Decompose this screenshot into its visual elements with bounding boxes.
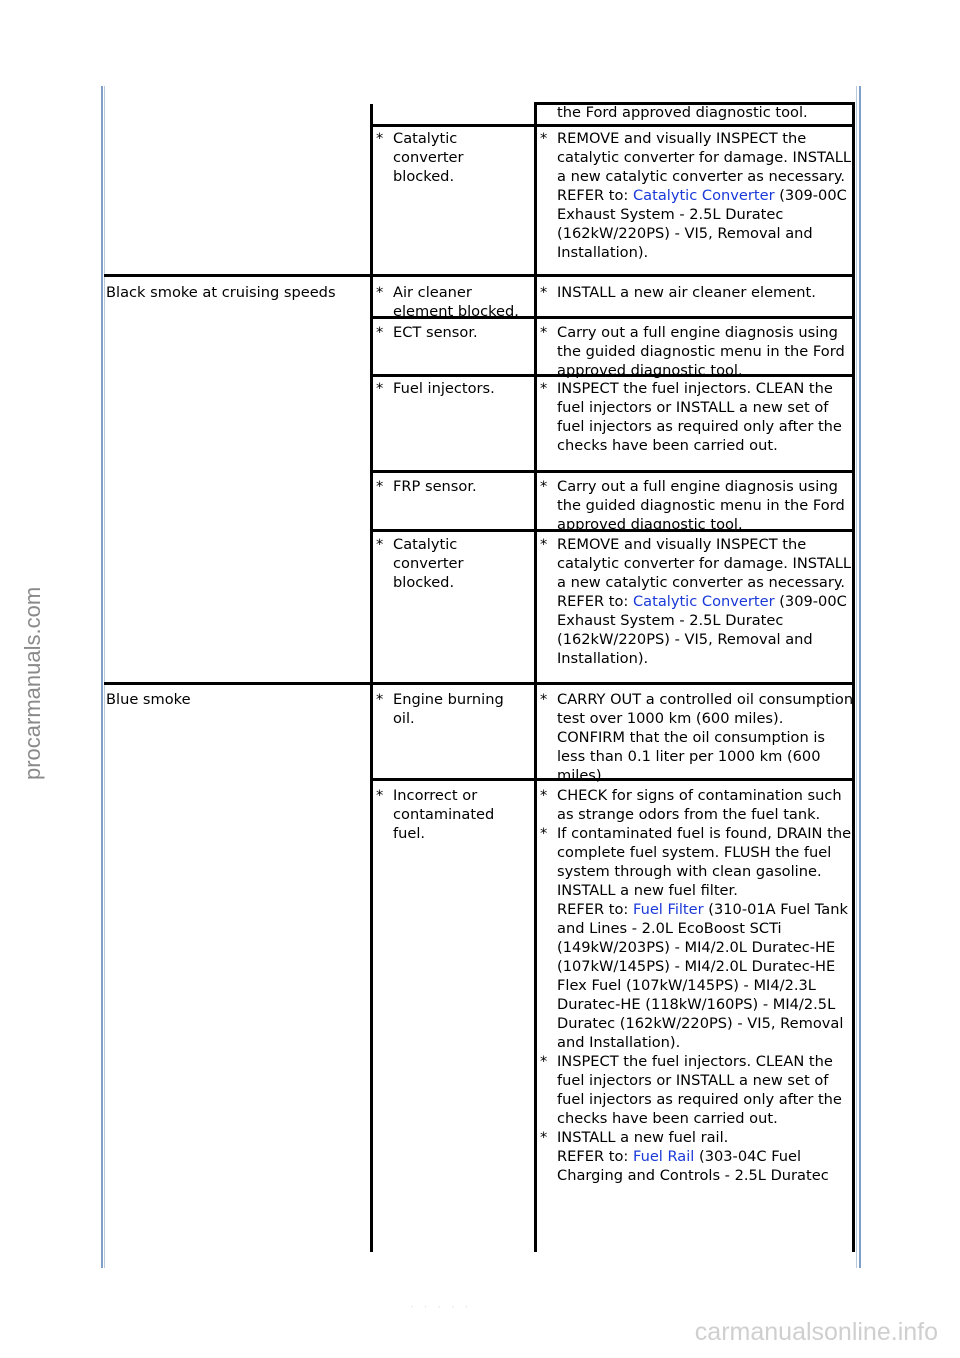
cause-line: contaminated [393,806,495,823]
bullet-star: * [540,1053,548,1070]
action-text: INSPECT the fuel injectors. CLEAN the fuel injectors or INSTALL a new set of fuel injectors as required only after the checks have been carried out. [557,1053,842,1127]
action-cell [537,129,855,262]
bullet-star: * [540,825,548,842]
watermark-procarmanuals: procarmanuals.com [20,586,45,780]
symptom-cell: Black smoke at cruising speeds [106,284,336,301]
action-text: INSTALL a new fuel rail. [557,1129,729,1146]
action-cell [537,283,855,302]
action-item [537,786,855,824]
cause-cell [373,786,533,843]
cause-line: Catalytic [393,536,458,553]
page-footer: · · · · · [410,1300,472,1314]
action-item [537,1052,855,1128]
bullet-star: * [376,284,384,301]
action-item [537,103,855,122]
action-text: Carry out a full engine diagnosis using the guided diagnostic menu in the Ford approved diagnostic tool. [557,478,845,533]
action-item [537,283,855,302]
cause-line: Fuel injectors. [393,380,495,397]
action-text: REFER to: [557,187,633,204]
action-text: If contaminated fuel is found, DRAIN the complete fuel system. FLUSH the fuel system through with clean gasoline. INSTALL a new fuel filter. [557,825,852,899]
cause-cell [373,129,533,186]
action-text: REMOVE and visually INSPECT the catalytic converter for damage. INSTALL a new catalytic converter as necessary. [557,536,852,591]
bullet-star: * [376,380,384,397]
cause-line: element blocked. [393,303,519,320]
row-separator [370,124,855,127]
cause-cell [373,283,533,321]
action-cell [537,323,855,380]
symptom-cell: Blue smoke [106,691,191,708]
action-cell [537,477,855,534]
action-cell [537,690,855,785]
bullet-star: * [540,691,548,708]
page-frame-right-inner [856,86,857,1268]
action-text: CARRY OUT a controlled oil consumption test over 1000 km (600 miles). CONFIRM that the oil consumption is less than 0.1 liter per 1000 km (600 miles). [557,691,854,784]
bullet-star: * [376,478,384,495]
action-text: (309-00C Exhaust System - 2.5L Duratec (162kW/220PS) - VI5, Removal and Installation). [557,593,847,667]
page-frame-right [859,86,861,1268]
action-text: REFER to: [557,1148,633,1165]
action-text: REFER to: [557,901,633,918]
watermark-carmanualsonline: carmanualsonline.info [694,1318,938,1346]
cause-line: oil. [393,710,415,727]
page-frame-left [101,86,103,1268]
bullet-star: * [540,380,548,397]
action-cell [537,535,855,668]
cause-cell [373,379,533,398]
cause-line: Air cleaner [393,284,472,301]
cause-line: Catalytic [393,130,458,147]
row-separator [370,470,855,473]
action-cell [537,103,855,122]
bullet-star: * [540,787,548,804]
action-text: INSPECT the fuel injectors. CLEAN the fuel injectors or INSTALL a new set of fuel injectors as required only after the checks have been carried out. [557,380,842,454]
reference-link[interactable]: Catalytic Converter [632,593,775,610]
cause-cell [373,690,533,728]
action-item [537,129,855,262]
cause-line: converter [393,555,464,572]
cause-cell [373,535,533,592]
bullet-star: * [540,536,548,553]
action-cell [537,379,855,455]
action-cell [537,786,855,1185]
bullet-star: * [540,1129,548,1146]
action-text: CHECK for signs of contamination such as strange odors from the fuel tank. [557,787,842,823]
bullet-star: * [540,284,548,301]
bullet-star: * [376,536,384,553]
action-item [537,1128,855,1185]
action-text: (310-01A Fuel Tank and Lines - 2.0L EcoBoost SCTi (149kW/203PS) - MI4/2.0L Duratec-HE (107kW/145PS) - MI4/2.0L Duratec-HE Flex Fuel (107kW/145PS) - MI4/2.3L Duratec-HE (118kW/160PS) - MI4/2.5L Duratec (162kW/220PS) - VI5, Removal and Installation). [557,901,848,1051]
cause-line: ECT sensor. [393,324,478,341]
row-separator [104,682,855,685]
action-item [537,824,855,1052]
cause-line: FRP sensor. [393,478,477,495]
cause-cell [373,477,533,496]
action-text: REMOVE and visually INSPECT the catalytic converter for damage. INSTALL a new catalytic converter as necessary. [557,130,852,185]
reference-link[interactable]: Fuel Filter [632,901,704,918]
action-item [537,535,855,668]
cause-line: blocked. [393,168,455,185]
action-text: (303-04C Fuel Charging and Controls - 2.5L Duratec [557,1148,829,1184]
row-separator [104,274,855,277]
action-item [537,477,855,534]
bullet-star: * [376,324,384,341]
cause-cell [373,323,533,342]
action-text: Carry out a full engine diagnosis using the guided diagnostic menu in the Ford approved diagnostic tool. [557,324,845,379]
bullet-star: * [540,478,548,495]
cause-line: Engine burning [393,691,504,708]
cause-line: fuel. [393,825,426,842]
action-text: the Ford approved diagnostic tool. [557,104,808,121]
bullet-star: * [376,130,384,147]
bullet-star: * [376,691,384,708]
cause-line: Incorrect or [393,787,478,804]
cause-line: blocked. [393,574,455,591]
action-text: INSTALL a new air cleaner element. [557,284,816,301]
reference-link[interactable]: Fuel Rail [632,1148,695,1165]
page-frame-left-inner [104,86,105,1268]
action-item [537,323,855,380]
bullet-star: * [540,130,548,147]
reference-link[interactable]: Catalytic Converter [632,187,775,204]
action-item [537,690,855,785]
action-item [537,379,855,455]
bullet-star: * [540,324,548,341]
bullet-star: * [376,787,384,804]
action-text: (309-00C Exhaust System - 2.5L Duratec (162kW/220PS) - VI5, Removal and Installation). [557,187,847,261]
action-text: REFER to: [557,593,633,610]
cause-line: converter [393,149,464,166]
